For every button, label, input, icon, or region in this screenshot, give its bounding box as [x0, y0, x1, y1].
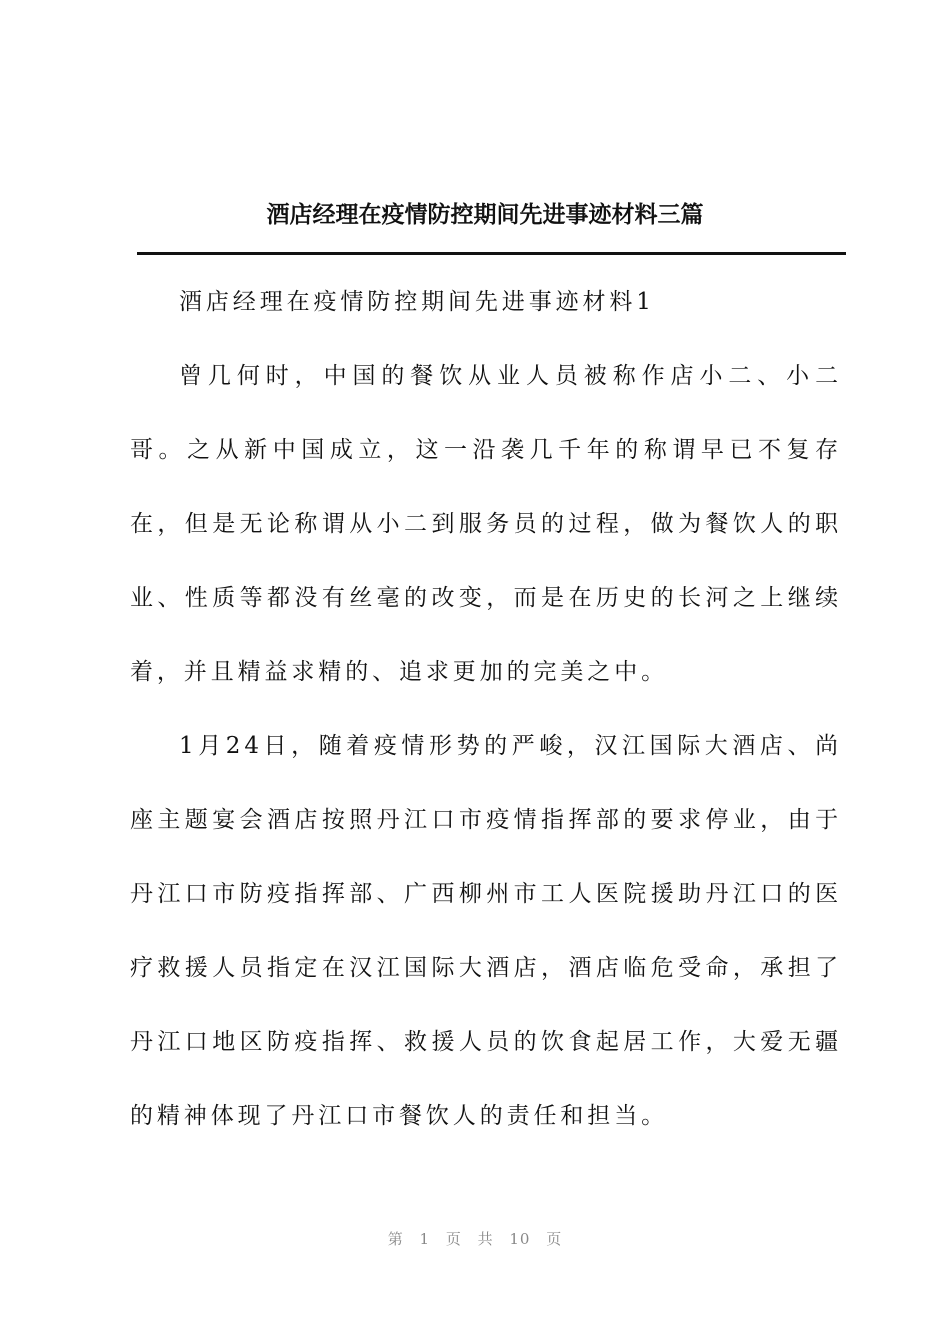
paragraph-1: 曾几何时，中国的餐饮从业人员被称作店小二、小二哥。之从新中国成立，这一沿袭几千年的称谓早已不复存在，但是无论称谓从小二到服务员的过程，做为餐饮人的职业、性质等都没有丝毫的改变，而是在历史的长河之上继续着，并且精益求精的、追求更加的完美之中。 [130, 363, 842, 685]
title-divider [137, 252, 846, 255]
document-body [130, 265, 842, 1153]
paragraph-2: 1月24日，随着疫情形势的严峻，汉江国际大酒店、尚座主题宴会酒店按照丹江口市疫情指挥部的要求停业，由于丹江口市防疫指挥部、广西柳州市工人医院援助丹江口的医疗救援人员指定在汉江国际大酒店，酒店临危受命，承担了丹江口地区防疫指挥、救援人员的饮食起居工作，大爱无疆的精神体现了丹江口市餐饮人的责任和担当。 [130, 733, 842, 1129]
section-heading: 酒店经理在疫情防控期间先进事迹材料1 [179, 289, 655, 315]
page-footer: 第 1 页 共 10 页 [387, 1230, 563, 1248]
document-title: 酒店经理在疫情防控期间先进事迹材料三篇 [266, 201, 704, 228]
